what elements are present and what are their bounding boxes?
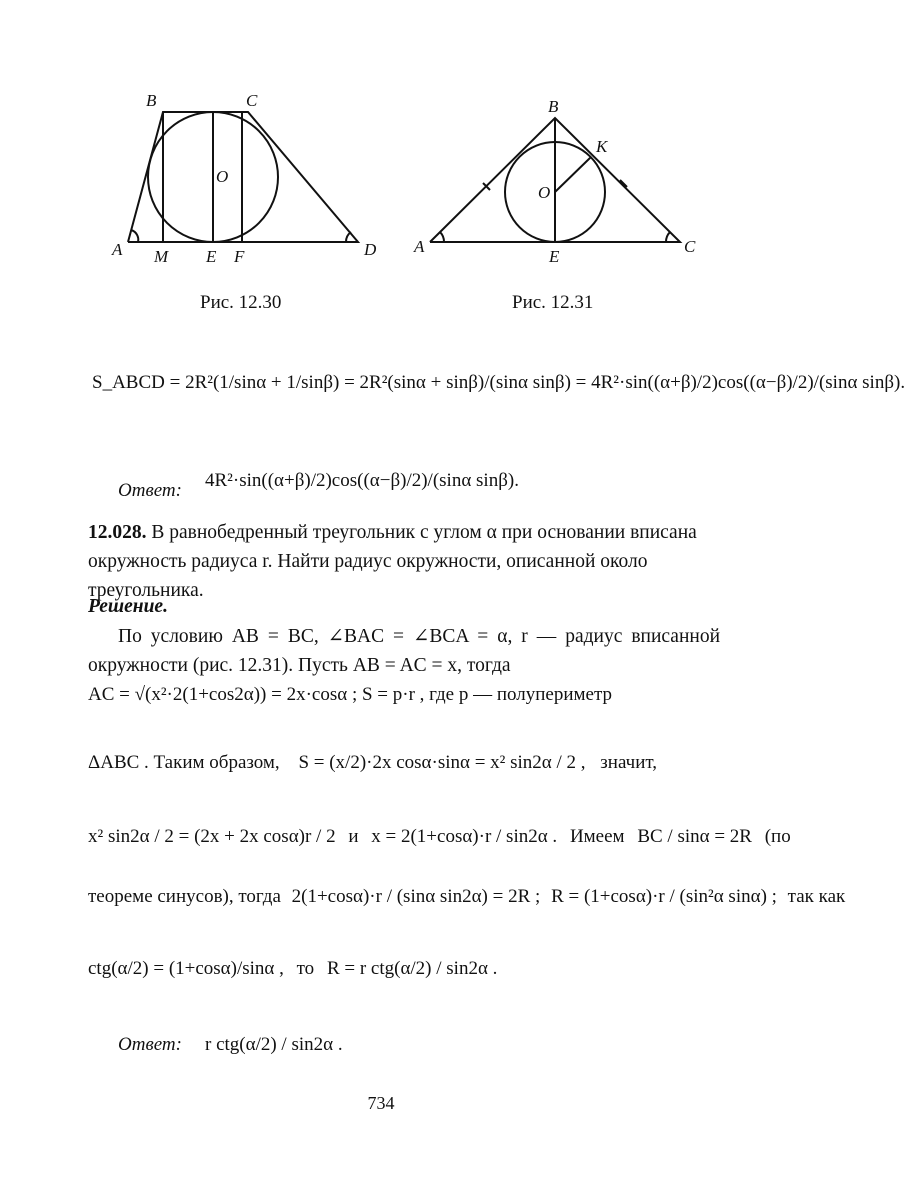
page-number: 734 bbox=[367, 1093, 395, 1113]
p5-f2: R = (1+cosα)·r / (sin²α sinα) ; bbox=[551, 886, 777, 907]
label-E: E bbox=[549, 247, 560, 266]
solution-p2: AC = √(x²·2(1+cos2α)) = 2x·cosα ; S = p·r , где p — полупериметр bbox=[88, 684, 613, 705]
p6-to: то bbox=[296, 958, 315, 979]
problem-text: В равнобедренный треугольник с углом α при основании вписана окружность радиуса r. Найти радиус окружности, описанной около треугольника. bbox=[88, 522, 697, 601]
label-K: K bbox=[596, 137, 608, 156]
label-O: O bbox=[538, 183, 551, 202]
label-B: B bbox=[548, 97, 559, 116]
caption-12-30: Рис. 12.30 bbox=[200, 292, 282, 313]
p4-x: x = 2(1+cosα)·r / sin2α . bbox=[371, 826, 558, 847]
solution-p4 bbox=[88, 826, 791, 848]
figure-12-31 bbox=[410, 80, 710, 270]
solution-p5 bbox=[88, 886, 845, 908]
label-D: D bbox=[364, 240, 377, 259]
p4-sine: BC / sinα = 2R bbox=[637, 826, 752, 847]
p5-prefix: теореме синусов), тогда bbox=[88, 886, 281, 907]
p4-formula: x² sin2α / 2 = (2x + 2x cosα)r / 2 bbox=[88, 826, 336, 847]
p6-f2: R = r ctg(α/2) / sin2α . bbox=[326, 958, 498, 979]
solution-p3 bbox=[88, 752, 657, 774]
p5-f1: 2(1+cosα)·r / (sinα sin2α) = 2R ; bbox=[291, 886, 541, 907]
p4-and: и bbox=[348, 826, 359, 847]
triangle-diagram bbox=[410, 80, 710, 270]
solution-p1: По условию AB = BC, ∠BAC = ∠BCA = α, r — радиус вписанной окружности (рис. 12.31). Пусть AB = AC = x, тогда bbox=[88, 626, 720, 676]
label-E: E bbox=[206, 247, 217, 266]
answer2-formula: r ctg(α/2) / sin2α . bbox=[205, 1034, 343, 1055]
trapezoid-diagram bbox=[108, 80, 398, 270]
solution-p6 bbox=[88, 958, 497, 980]
p3-formula: S = (x/2)·2x cosα·sinα = x² sin2α / 2 , bbox=[298, 752, 586, 773]
area-formula: S_ABCD = 2R²(1/sinα + 1/sinβ) = 2R²(sinα + sinβ)/(sinα sinβ) = 4R²·sin((α+β)/2)cos((α−β)/2)/(sinα sinβ). bbox=[92, 372, 905, 393]
p4-have: Имеем bbox=[569, 826, 625, 847]
solution-label: Решение. bbox=[88, 596, 168, 617]
label-A: A bbox=[112, 240, 123, 259]
label-O: O bbox=[216, 167, 229, 186]
label-M: M bbox=[154, 247, 169, 266]
label-C: C bbox=[246, 91, 258, 110]
problem-number: 12.028. bbox=[88, 522, 147, 543]
figure-12-30 bbox=[108, 80, 398, 270]
p5-suffix: так как bbox=[787, 886, 846, 907]
answer2-label: Ответ: bbox=[118, 1034, 182, 1055]
label-C: C bbox=[684, 237, 696, 256]
caption-12-31: Рис. 12.31 bbox=[512, 292, 594, 313]
p4-po: (по bbox=[764, 826, 791, 847]
label-B: B bbox=[146, 91, 157, 110]
p3-suffix: значит, bbox=[600, 752, 657, 773]
p6-f1: ctg(α/2) = (1+cosα)/sinα , bbox=[88, 958, 284, 979]
p3-prefix: ΔABC . Таким образом, bbox=[88, 752, 280, 773]
label-A: A bbox=[414, 237, 425, 256]
answer1-label: Ответ: bbox=[118, 480, 182, 501]
label-F: F bbox=[234, 247, 245, 266]
answer1-formula: 4R²·sin((α+β)/2)cos((α−β)/2)/(sinα sinβ). bbox=[205, 470, 519, 491]
